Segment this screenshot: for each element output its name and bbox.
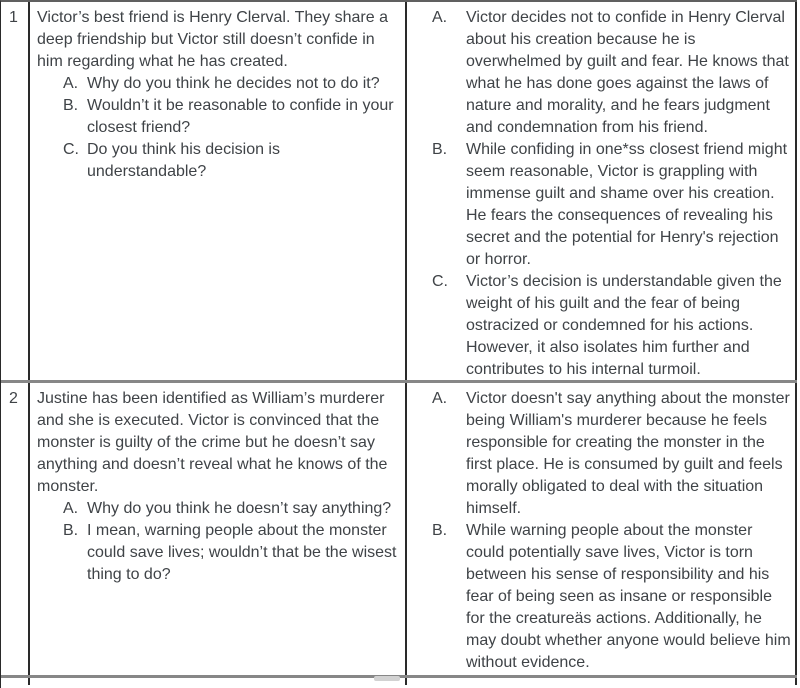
list-marker: B. — [432, 141, 448, 158]
answer-cell[interactable] — [407, 383, 797, 675]
row-number-cell[interactable] — [1, 383, 30, 675]
list-item — [63, 520, 399, 586]
list-item — [63, 73, 399, 95]
row-number-cell — [1, 678, 30, 685]
list-item-text: Wouldn’t it be reasonable to confide in your closest friend? — [87, 97, 394, 136]
list-item-text: Why do you think he doesn’t say anything? — [87, 500, 392, 517]
list-item — [63, 95, 399, 139]
list-marker: A. — [432, 390, 448, 407]
list-item-text: I mean, warning people about the monster could save lives; wouldn’t that be the wisest thing to do? — [87, 522, 397, 583]
list-item-text: Victor doesn't say anything about the monster being William's murderer because he feels responsible for creating the monster in the first place. He is consumed by guilt and feels morally obligated to deal with the situation himself. — [466, 390, 790, 517]
row-number: 1 — [9, 9, 18, 26]
list-item — [432, 7, 793, 139]
table-row — [1, 2, 797, 383]
list-item-text: Why do you think he decides not to do it? — [87, 75, 380, 92]
question-intro: Justine has been identified as William’s murderer and she is executed. Victor is convinced that the monster is guilty of the crime but he doesn’t say anything and doesn’t reveal what he knows of the monster. — [37, 390, 388, 495]
list-item — [432, 271, 793, 380]
list-item-text: While confiding in one*ss closest friend might seem reasonable, Victor is grappling with immense guilt and shame over his creation. He fears the consequences of revealing his secret and the potential for Henry's rejection or horror. — [466, 141, 788, 268]
answer-cell[interactable] — [407, 2, 797, 380]
list-marker: B. — [432, 522, 448, 539]
table-row — [1, 383, 797, 678]
question-cell — [30, 678, 407, 685]
list-marker: C. — [432, 273, 448, 290]
answer-cell — [407, 678, 797, 685]
horizontal-scrollbar-thumb[interactable] — [374, 676, 400, 681]
list-marker: A. — [432, 9, 448, 26]
question-cell[interactable] — [30, 383, 407, 675]
list-marker: B. — [63, 522, 79, 539]
list-item-text: Victor decides not to confide in Henry Clerval about his creation because he is overwhelmed by guilt and fear. He knows that what he has done goes against the laws of nature and morality, and he fears judgment and condemnation from his friend. — [466, 9, 789, 136]
list-item — [63, 498, 399, 520]
list-item — [432, 520, 793, 674]
list-item-text: While warning people about the monster could potentially save lives, Victor is torn between his sense of responsibility and his fear of being seen as insane or responsible for the creatureäs actions. Additionally, he may doubt whether anyone would believe him without evidence. — [466, 522, 791, 671]
list-marker: C. — [63, 141, 79, 158]
list-item — [432, 139, 793, 271]
row-number: 2 — [9, 390, 18, 407]
row-number-cell[interactable] — [1, 2, 30, 380]
list-item-text: Victor’s decision is understandable given the weight of his guilt and the fear of being ostracized or condemned for his actions. However, it also isolates him further and contributes to his internal turmoil. — [466, 273, 782, 378]
question-intro: Victor’s best friend is Henry Clerval. They share a deep friendship but Victor still doesn’t confide in him regarding what he has created. — [37, 9, 388, 70]
question-cell[interactable] — [30, 2, 407, 380]
list-item-text: Do you think his decision is understandable? — [87, 141, 280, 180]
list-marker: A. — [63, 75, 79, 92]
list-marker: A. — [63, 500, 79, 517]
list-item — [432, 388, 793, 520]
list-marker: B. — [63, 97, 79, 114]
list-item — [63, 139, 399, 183]
